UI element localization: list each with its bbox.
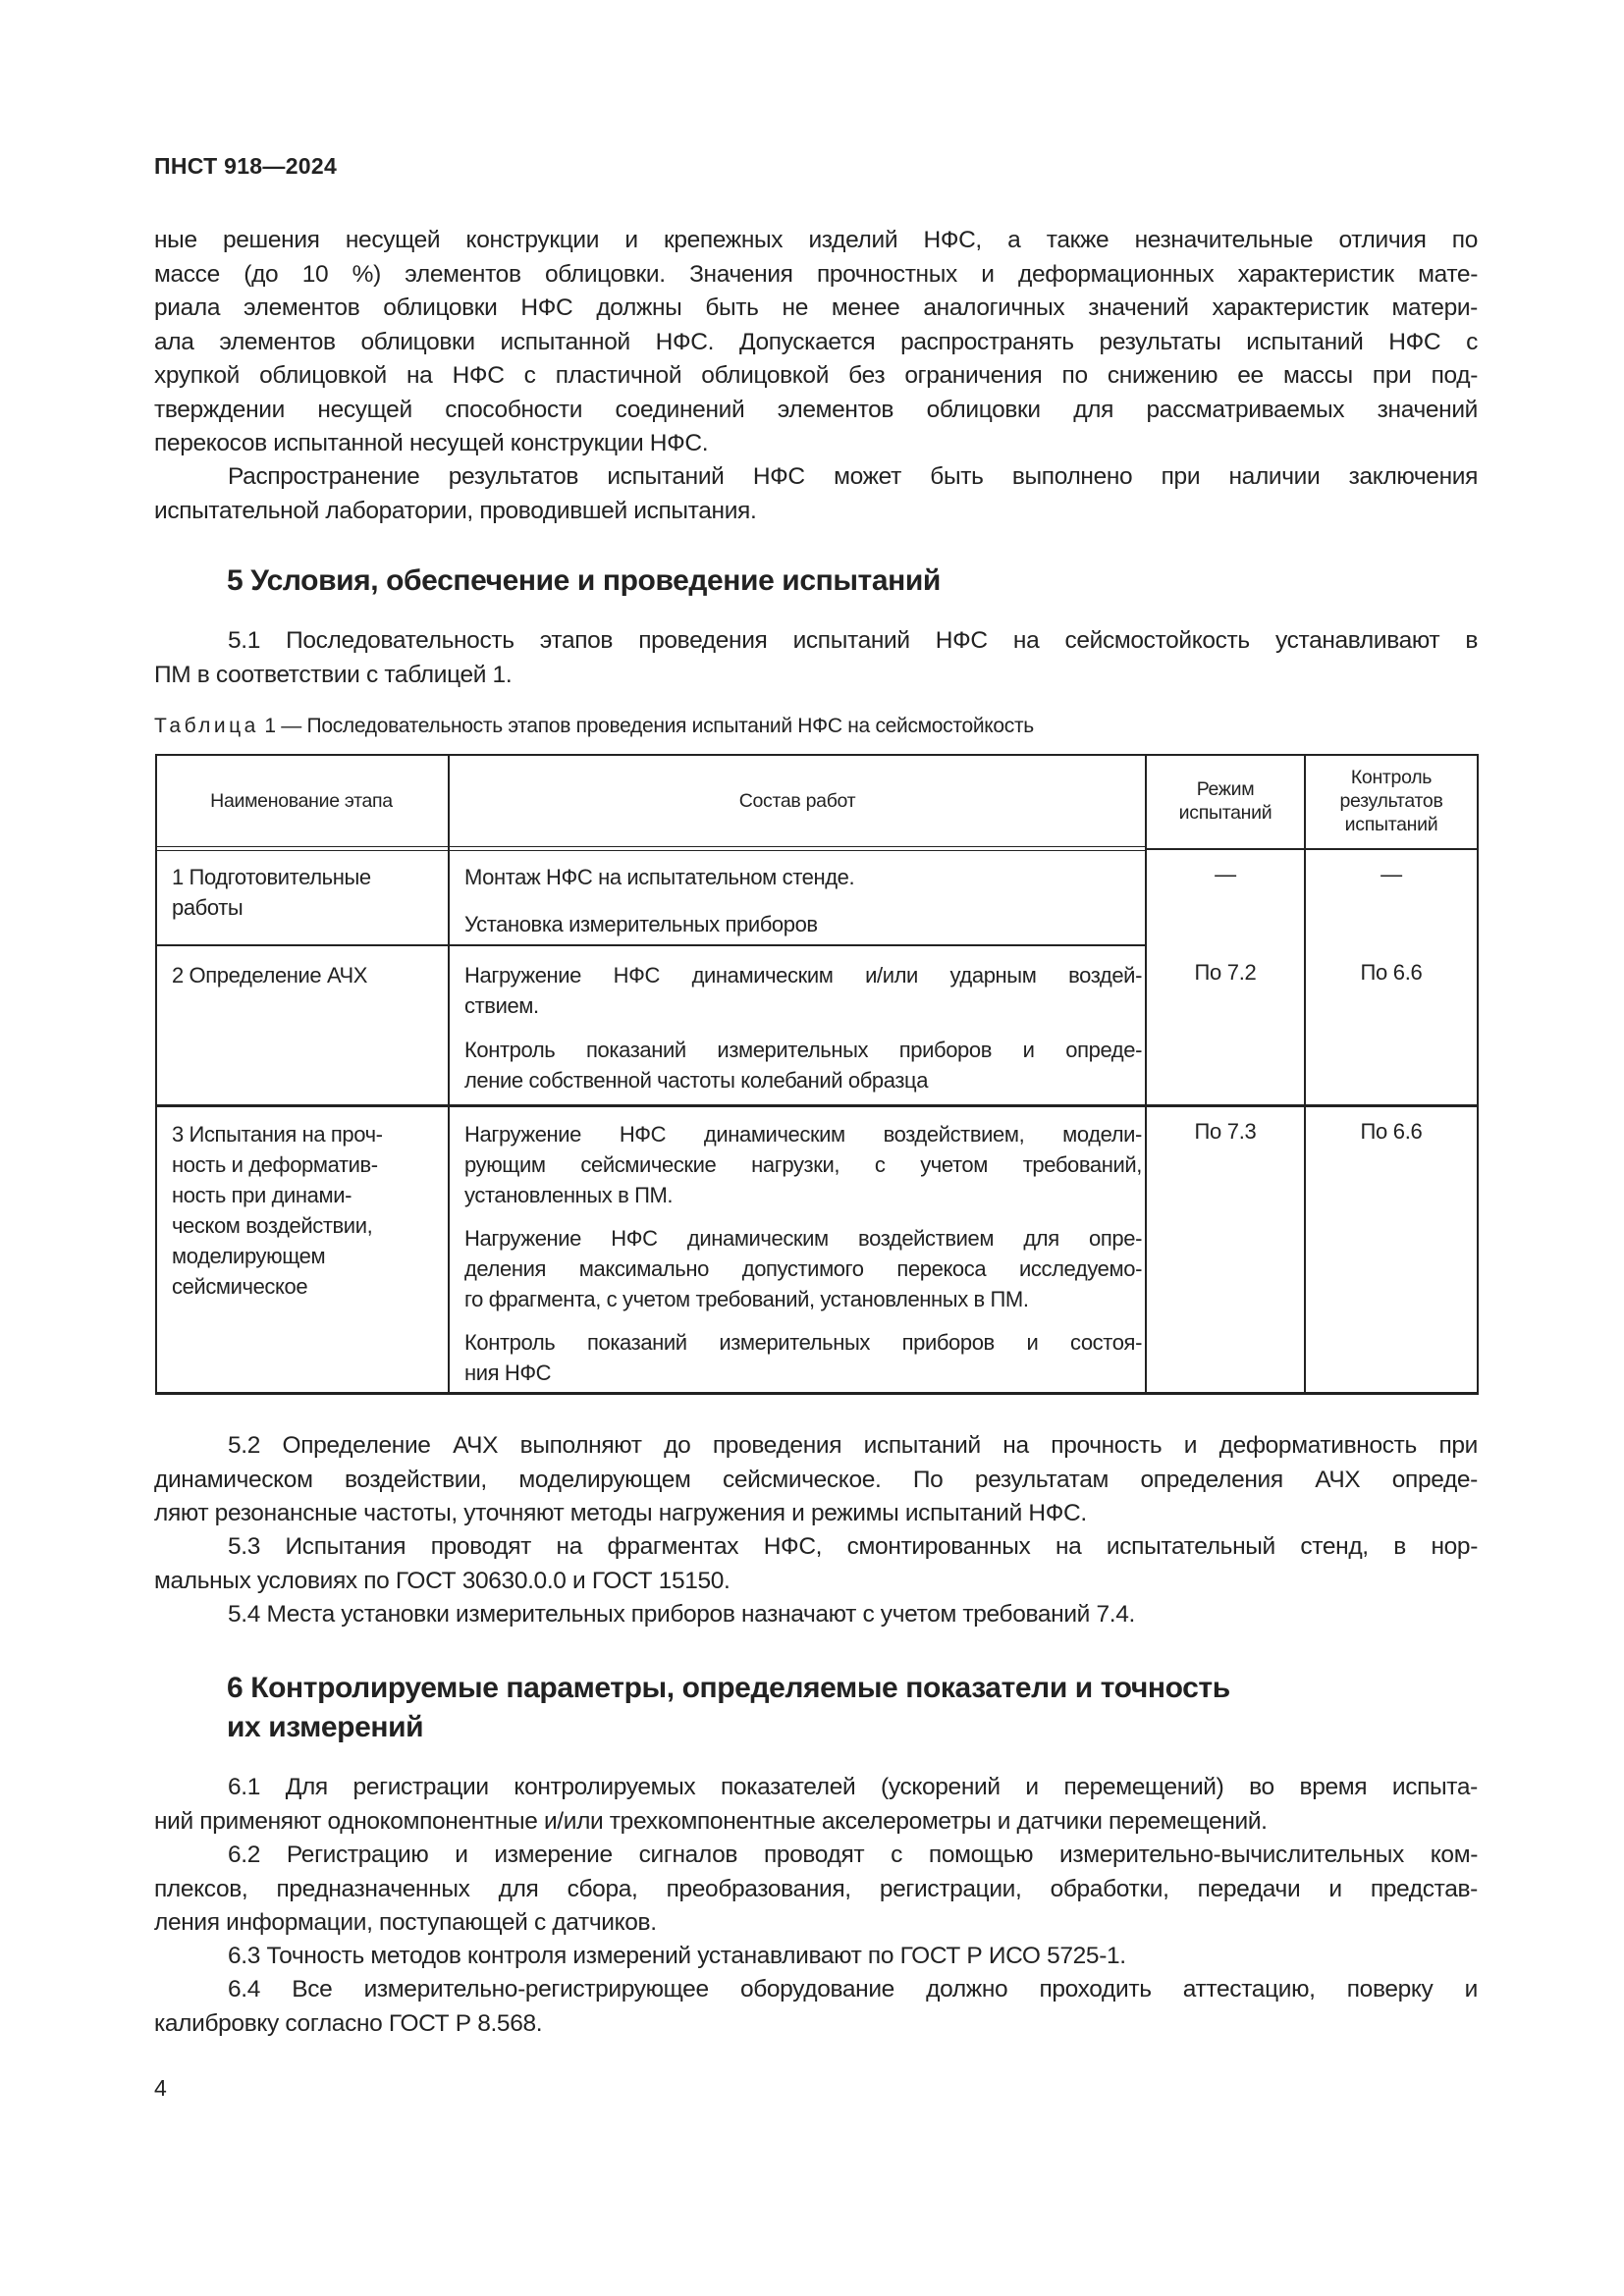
stages-table xyxy=(155,754,1479,1395)
text-line: ала элементов облицовки испытанной НФС. Допускается распространять результаты испытаний НФС с xyxy=(154,328,1478,355)
text-line: хрупкой облицовкой на НФС с пластичной облицовкой без ограничения по снижению ее массы при под- xyxy=(154,362,1478,389)
row-1-work-1 xyxy=(464,862,1142,892)
row-2-work-1 xyxy=(464,960,1142,1021)
text-line: моделирующем xyxy=(172,1244,326,1268)
header-stage: Наименование этапа xyxy=(210,790,393,812)
paragraph-6-2 xyxy=(154,1839,1478,1941)
text-line: массе (до 10 %) элементов облицовки. Значения прочностных и деформационных характеристик мате- xyxy=(154,260,1478,288)
text-line: ния НФС xyxy=(464,1361,552,1385)
row-3-stage xyxy=(172,1119,383,1302)
heading-line: их измерений xyxy=(227,1711,424,1743)
text-line: установленных в ПМ. xyxy=(464,1183,674,1207)
paragraph-6-1 xyxy=(154,1771,1478,1839)
text-line: Монтаж НФС на испытательном стенде. xyxy=(464,865,855,889)
text-line: ческом воздействии, xyxy=(172,1213,373,1238)
text-line: ПМ в соответствии с таблицей 1. xyxy=(154,661,513,688)
text-line: рующим сейсмические нагрузки, с учетом требований, xyxy=(464,1152,1142,1177)
header-control-line: испытаний xyxy=(1344,814,1438,835)
text-line: 6.2 Регистрацию и измерение сигналов проводят с помощью измерительно-вычислительных ком- xyxy=(228,1842,1478,1868)
heading-line: 6 Контролируемые параметры, определяемые показатели и точность xyxy=(227,1672,1230,1704)
paragraph-6-4 xyxy=(154,1973,1478,2041)
text-line: го фрагмента, с учетом требований, установленных в ПМ. xyxy=(464,1287,1029,1311)
text-line: 3 Испытания на проч- xyxy=(172,1122,383,1147)
header-works: Состав работ xyxy=(738,790,856,812)
text-line: 5.1 Последовательность этапов проведения испытаний НФС на сейсмостойкость устанавливают в xyxy=(228,627,1478,654)
text-line: Нагружение НФС динамическим воздействием для опре- xyxy=(464,1226,1142,1251)
row-3-work-1 xyxy=(464,1119,1142,1210)
section-6-heading xyxy=(227,1669,1230,1747)
row-1-control: — xyxy=(1380,862,1402,886)
text-line: плексов, предназначенных для сбора, преобразования, регистрации, обработки, передачи и представ- xyxy=(154,1875,1478,1902)
header-mode-line: испытаний xyxy=(1178,802,1272,824)
text-line: динамическом воздействии, моделирующем сейсмическое. По результатам определения АЧХ опреде- xyxy=(154,1466,1478,1493)
text-line: 6.3 Точность методов контроля измерений устанавливают по ГОСТ Р ИСО 5725-1. xyxy=(228,1943,1126,1969)
text-line: перекосов испытанной несущей конструкции НФС. xyxy=(154,430,709,456)
row-2-control: По 6.6 xyxy=(1360,960,1423,985)
table-caption-text: 1 — Последовательность этапов проведения испытаний НФС на сейсмостойкость xyxy=(258,715,1034,737)
text-line: работы xyxy=(172,895,244,920)
row-3-control: По 6.6 xyxy=(1360,1119,1423,1144)
table-border-top xyxy=(155,754,1479,756)
table-border-bottom xyxy=(155,1392,1479,1395)
text-line: испытательной лаборатории, проводившей испытания. xyxy=(154,497,757,524)
text-line: деления максимально допустимого перекоса исследуемо- xyxy=(464,1256,1142,1281)
row-3-mode: По 7.3 xyxy=(1194,1119,1257,1144)
text-line: калибровку согласно ГОСТ Р 8.568. xyxy=(154,2009,543,2037)
text-line: 5.3 Испытания проводят на фрагментах НФС, смонтированных на испытательный стенд, в нор- xyxy=(228,1533,1478,1560)
paragraph-5-1 xyxy=(154,624,1478,692)
paragraph-5-2 xyxy=(154,1429,1478,1531)
text-line: 5.4 Места установки измерительных приборов назначают с учетом требований 7.4. xyxy=(228,1601,1135,1628)
paragraph-5-3 xyxy=(154,1530,1478,1598)
text-line: ляют резонансные частоты, уточняют методы нагружения и режимы испытаний НФС. xyxy=(154,1500,1087,1526)
text-line: ные решения несущей конструкции и крепежных изделий НФС, а также незначительные отличия по xyxy=(154,227,1478,253)
row-2-stage xyxy=(172,960,367,990)
row-divider xyxy=(155,1104,1479,1107)
text-line: риала элементов облицовки НФС должны быть не менее аналогичных значений характеристик матери- xyxy=(154,294,1478,321)
text-line: ления информации, поступающей с датчиков. xyxy=(154,1909,657,1936)
text-line: Нагружение НФС динамическим воздействием, модели- xyxy=(464,1122,1142,1147)
row-1-mode: — xyxy=(1215,862,1236,886)
text-line: тверждении несущей способности соединений элементов облицовки для рассматриваемых значений xyxy=(154,396,1478,423)
header-mode-line: Режим xyxy=(1196,778,1255,800)
text-line: 1 Подготовительные xyxy=(172,865,371,889)
document-code: ПНСТ 918—2024 xyxy=(154,153,338,179)
text-line: сейсмическое xyxy=(172,1274,308,1299)
text-line: 2 Определение АЧХ xyxy=(172,963,368,988)
text-line: 6.4 Все измерительно-регистрирующее оборудование должно проходить аттестацию, поверку и xyxy=(228,1976,1478,2002)
text-line: Распространение результатов испытаний НФС может быть выполнено при наличии заключения xyxy=(228,463,1478,490)
header-control-line: Контроль xyxy=(1350,767,1433,788)
row-1-work-2 xyxy=(464,909,1142,939)
text-line: 6.1 Для регистрации контролируемых показателей (ускорений и перемещений) во время испыта- xyxy=(228,1774,1478,1800)
header-divider xyxy=(1145,848,1479,850)
paragraph-6-3 xyxy=(154,1940,1478,1974)
text-line: ность и деформатив- xyxy=(172,1152,378,1177)
text-line: Нагружение НФС динамическим и/или ударным воздей- xyxy=(464,963,1142,988)
paragraph-5-4 xyxy=(154,1598,1478,1632)
text-line: Контроль показаний измерительных приборов и состоя- xyxy=(464,1330,1142,1355)
text-line: ствием. xyxy=(464,993,539,1018)
page-number: 4 xyxy=(154,2075,167,2101)
header-divider-double xyxy=(155,850,1147,851)
header-control-line: результатов xyxy=(1339,790,1443,812)
header-mode xyxy=(1147,777,1304,825)
row-2-mode: По 7.2 xyxy=(1194,960,1257,985)
row-1-stage xyxy=(172,862,371,923)
row-2-work-2 xyxy=(464,1035,1142,1095)
text-line: 5.2 Определение АЧХ выполняют до проведения испытаний на прочность и деформативность при xyxy=(228,1432,1478,1459)
intro-paragraph-1 xyxy=(154,224,1478,461)
table-caption xyxy=(154,715,1034,738)
row-3-work-2 xyxy=(464,1223,1142,1314)
text-line: мальных условиях по ГОСТ 30630.0.0 и ГОСТ 15150. xyxy=(154,1567,731,1594)
intro-paragraph-2 xyxy=(154,460,1478,528)
header-divider-double xyxy=(155,846,1147,847)
text-line: Установка измерительных приборов xyxy=(464,912,818,936)
text-line: ний применяют однокомпонентные и/или трехкомпонентные акселерометры и датчики перемещений. xyxy=(154,1807,1268,1835)
row-divider xyxy=(155,944,1147,946)
row-3-work-3 xyxy=(464,1327,1142,1388)
section-5-heading: 5 Условия, обеспечение и проведение испытаний xyxy=(227,564,941,597)
text-line: Контроль показаний измерительных приборов и опреде- xyxy=(464,1038,1142,1062)
text-line: ность при динами- xyxy=(172,1183,352,1207)
table-caption-label: Таблица xyxy=(154,715,259,737)
header-control xyxy=(1306,766,1477,836)
text-line: ление собственной частоты колебаний образца xyxy=(464,1068,929,1093)
